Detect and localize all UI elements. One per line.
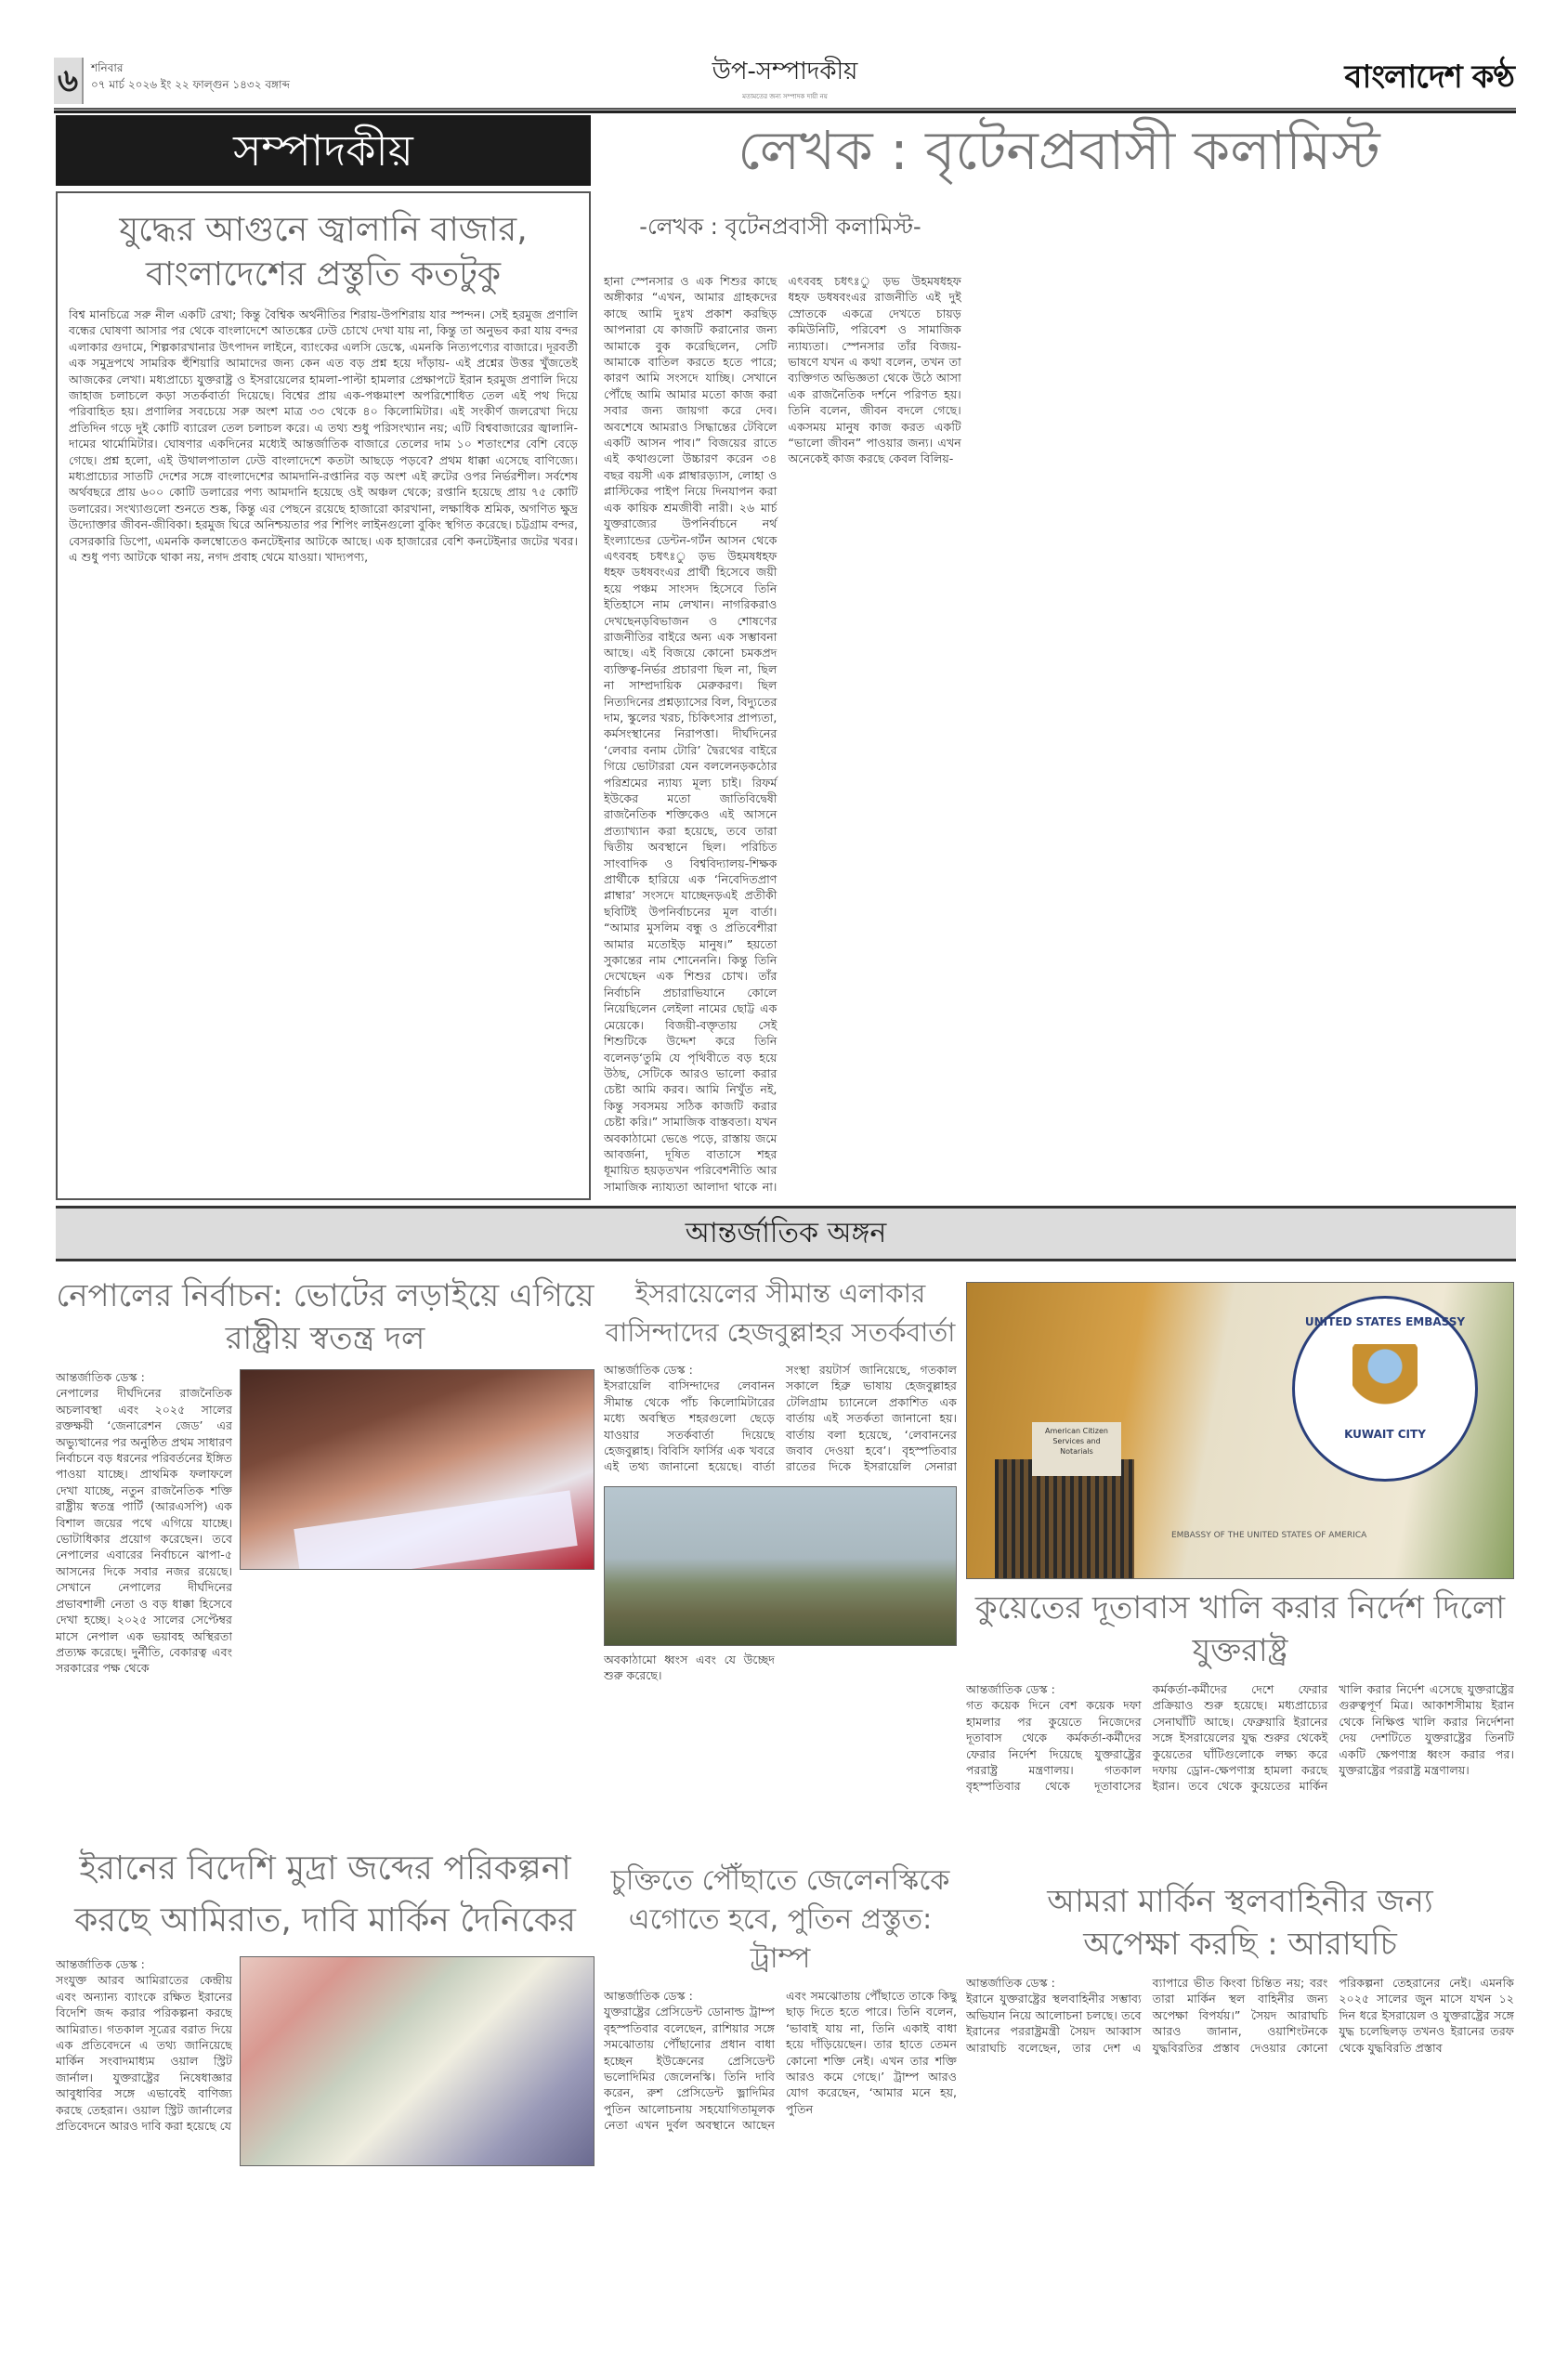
iran-currency-content: [56, 1956, 595, 2365]
iran-currency-headline: ইরানের বিদেশি মুদ্রা জব্দের পরিকল্পনা করছে আমিরাত, দাবি মার্কিন দৈনিকের: [74, 1849, 576, 1940]
embassy-wall-lettering: EMBASSY OF THE UNITED STATES OF AMERICA: [1171, 1531, 1367, 1540]
israel-body-continued: [604, 1652, 957, 1850]
iran-currency-dateline: আন্তর্জাতিক ডেস্ক :: [56, 1957, 145, 1971]
page-section-note: মতামতের জন্য সম্পাদক দায়ী নয়: [742, 93, 828, 100]
border-landscape-photo: [604, 1486, 957, 1646]
column-body: হানা স্পেনসার ও এক শিশুর কাছে অঙ্গীকার “এখন, আমার গ্রাহকদের কাছে আমি দুঃখ প্রকাশ করছিড় আপনারা যে কাজটি করানোর জন্য আমাকে বুক করেছিলেন, সেটি আমাকে বাতিল করতে হতে পারে; কারণ আমি সংসদে যাচ্ছি। সেখানে পৌঁছে আমি আমার মতো কাজ করা সবার জন্য জায়গা করে দেব। অবশেষে আমরাও সিদ্ধান্তের টেবিলে একটি আসন পাব।” বিজয়ের রাতে এই কথাগুলো উচ্চারণ করেন ৩৪ বছর বয়সী এক প্লাম্বারড়্যাস, লোহা ও প্লাস্টিকের পাইপ নিয়ে দিনযাপন করা এক কায়িক শ্রমজীবী নারী। ২৬ মার্চ যুক্তরাজ্যের উপনির্বাচনে নর্থ ইংল্যান্ডের ডেন্টন-গর্টন আসন থেকে এৎববহ চধৎঃু ড়ভ উহমষধহফ ধহফ ডধষবংএর প্রার্থী হিসেবে জয়ী হয়ে পঞ্চম সাংসদ হিসেবে তিনি ইতিহাসে নাম লেখান। নাগরিকরাও দেখছেনড়বিভাজন ও শোষণের রাজনীতির বাইরে অন্য এক সম্ভাবনা আছে। এই বিজয়ে কোনো চমকপ্রদ ব্যক্তিত্ব-নির্ভর প্রচারণা ছিল না, ছিল না সাম্প্রদায়িক মেরুকরণ। ছিল নিত্যদিনের প্রশ্নড়্যাসের বিল, বিদ্যুতের দাম, স্কুলের খরচ, চিকিৎসার প্রাপ্যতা, কর্মসংস্থানের নিরাপত্তা। দীর্ঘদিনের ‘লেবার বনাম টোরি’ দ্বৈরথের বাইরে গিয়ে ভোটাররা যেন বললেনড়কঠোর পরিশ্রমের ন্যায্য মূল্য চাই। রিফর্ম ইউকের মতো জাতিবিদ্বেষী রাজনৈতিক শক্তিকেও এই আসনে প্রত্যাখ্যান করা হয়েছে, তবে তারা দ্বিতীয় অবস্থানে ছিল। পরিচিত সাংবাদিক ও বিশ্ববিদ্যালয়-শিক্ষক প্রার্থীকে হারিয়ে এক ‘নিবেদিতপ্রাণ প্লাম্বার’ সংসদে যাচ্ছেনড়এই প্রতীকী ছবিটিই উপনির্বাচনের মূল বার্তা। “আমার মুসলিম বন্ধু ও প্রতিবেশীরা আমার মতোইড় মানুষ।” হয়তো সুকান্তের নাম শোনেননি। কিন্তু তিনি দেখেছেন এক শিশুর চোখ। তাঁর নির্বাচনি প্রচারাভিযানে কোলে নিয়েছিলেন লেইলা নামের ছোট্ট এক মেয়েকে। বিজয়ী-বক্তৃতায় সেই শিশুটিকে উদ্দেশ করে তিনি বলেনড়‘তুমি যে পৃথিবীতে বড় হয়ে উঠছ, সেটিকে আরও ভালো করার চেষ্টা আমি করব। আমি নিখুঁত নই, কিন্তু সবসময় সঠিক কাজটি করার চেষ্টা করি।” সামাজিক বাস্তবতা। যখন অবকাঠামো ভেঙে পড়ে, রাস্তায় জমে আবর্জনা, দূষিত বাতাসে শহর ধূমায়িত হয়ড়তখন পরিবেশনীতি আর সামাজিক ন্যায্যতা আলাদা থাকে না। এৎববহ চধৎঃু ড়ভ উহমষধহফ ধহফ ডধষবংএর রাজনীতি এই দুই স্রোতকে একত্রে দেখতে চায়ড় কমিউনিটি, পরিবেশ ও সামাজিক ন্যায্যতা। স্পেনসার তাঁর বিজয়-ভাষণে যখন এ কথা বলেন, তখন তা ব্যক্তিগত অভিজ্ঞতা থেকে উঠে আসা এক রাজনৈতিক দর্শনে পরিণত হয়। তিনি বলেন, জীবন বদলে গেছে। একসময় মানুষ কাজ করত একটি “ভালো জীবন” পাওয়ার জন্য। এখন অনেকেই কাজ করছে কেবল বিলিয়-: [604, 274, 961, 1194]
nepal-article: [56, 1274, 595, 1826]
column-body-wrap: [604, 273, 1514, 1196]
kuwait-body: [966, 1681, 1514, 1865]
page-section-title: উপ-সম্পাদকীয়: [712, 58, 858, 85]
embassy-seal: [1292, 1296, 1478, 1482]
nepal-headline: নেপালের নির্বাচন: ভোটের লড়াইয়ে এগিয়ে রাষ্ট্রীয় স্বতন্ত্র দল: [56, 1277, 595, 1357]
editorial-article: [56, 191, 591, 1200]
issue-full-date: ০৭ মার্চ ২০২৬ ইং ২২ ফাল্গুন ১৪৩২ বঙ্গাব্দ: [91, 78, 290, 91]
international-section-banner: আন্তর্জাতিক অঙ্গন: [56, 1206, 1516, 1261]
banknotes-photo: [240, 1956, 595, 2166]
nepal-text: নেপালের দীর্ঘদিনের রাজনৈতিক অচলাবস্থা এবং ২০২৫ সালের রক্তক্ষয়ী ‘জেনারেশন জেড’ এর অভ্যুত্থানের পর অনুষ্ঠিত প্রথম সাধারণ নির্বাচনে বড় ধরনের পরিবর্তনের ইঙ্গিত পাওয়া যাচ্ছে। প্রাথমিক ফলাফলে দেখা যাচ্ছে, নতুন রাজনৈতিক শক্তি রাষ্ট্রীয় স্বতন্ত্র পার্টি (আরএসপি) এক বিশাল জয়ের পথে এগিয়ে যাচ্ছে। ভোটাধিকার প্রয়োগ করেছেন। তবে নেপালের এবারের নির্বাচনে ঝাপা-৫ আসনের দিকে সবার নজর রয়েছে। সেখানে নেপালের দীর্ঘদিনের প্রভাবশালী নেতা ও বড় ধাক্কা হিসেবে দেখা হচ্ছে। ২০২৫ সালের সেপ্টেম্বর মাসে নেপাল এক ভয়াবহ অস্থিরতা প্রত্যক্ষ করেছে। দুর্নীতি, বেকারত্ব এবং সরকারের পক্ষ থেকে: [56, 1386, 232, 1676]
seal-bottom-text: KUWAIT CITY: [1344, 1428, 1426, 1441]
araghchi-body: [966, 1975, 1514, 2365]
zelensky-text: যুক্তরাষ্ট্রের প্রেসিডেন্ট ডোনাল্ড ট্রাম্প বৃহস্পতিবার বলেছেন, রাশিয়ার সঙ্গে সমঝোতায় পৌঁছানোর প্রধান বাধা হচ্ছেন ইউক্রেনের প্রেসিডেন্ট ভলোদিমির জেলেনস্কি। তিনি দাবি করেন, রুশ প্রেসিডেন্ট ভ্লাদিমির পুতিন আলোচনায় সহযোগিতামূলক নেতা এখন দুর্বল অবস্থানে আছেন এবং সমঝোতায় পৌঁছাতে তাকে কিছু ছাড় দিতে হতে পারে। তিনি বলেন, ‘ভাবাই যায় না, তিনি একাই বাধা হয়ে দাঁড়িয়েছেন। তার হাতে তেমন কোনো শক্তি নেই। এখন তার শক্তি আরও কমে গেছে।’ ট্রাম্প আরও যোগ করেছেন, ‘আমার মনে হয়, পুতিন: [604, 1989, 957, 2133]
column-banner-headline: লেখক : বৃটেনপ্রবাসী কলামিস্ট: [738, 119, 1380, 182]
araghchi-text: ইরানে যুক্তরাষ্ট্রের স্থলবাহিনীর সম্ভাব্য অভিযান নিয়ে আলোচনা চলছে। তবে ইরানের পররাষ্ট্রমন্ত্রী সৈয়দ আব্বাস আরাঘচি বলেছেন, তার দেশ এ ব্যাপারে ভীত কিংবা চিন্তিত নয়; বরং তারা মার্কিন স্থল বাহিনীর জন্য অপেক্ষা বিপর্যয়।” সৈয়দ আরাঘচি আরও জানান, ওয়াশিংটনকে যুদ্ধবিরতির প্রস্তাব দেওয়ার কোনো পরিকল্পনা তেহরানের নেই। এমনকি ২০২৫ সালের জুন মাসে যখন ১২ দিন ধরে ইসরায়েল ও যুক্তরাষ্ট্রের সঙ্গে যুদ্ধ চলেছিলড় তখনও ইরানের তরফ থেকে যুদ্ধবিরতি প্রস্তাব: [966, 1976, 1514, 2055]
newspaper-logo: বাংলাদেশ কণ্ঠ: [1344, 59, 1514, 96]
nepal-body: [56, 1369, 232, 1826]
israel-body: [604, 1362, 957, 1481]
israel-dateline: আন্তর্জাতিক ডেস্ক :: [604, 1363, 693, 1377]
zelensky-article: [604, 1862, 957, 2365]
ballot-papers: [294, 1490, 577, 1570]
nepal-content: [56, 1369, 595, 1826]
nepal-vote-count-photo: [240, 1369, 595, 1570]
citizen-services-sign: American Citizen Services and Notarials: [1032, 1422, 1121, 1476]
iran-currency-body: [56, 1956, 232, 2365]
issue-day: শনিবার: [91, 61, 124, 74]
kuwait-dateline: আন্তর্জাতিক ডেস্ক :: [966, 1682, 1055, 1696]
nepal-body-continued: [240, 1577, 595, 1826]
eagle-emblem: [1352, 1344, 1418, 1418]
zelensky-dateline: আন্তর্জাতিক ডেস্ক :: [604, 1989, 693, 2003]
embassy-gate: [995, 1459, 1134, 1579]
editorial-label: সম্পাদকীয়: [56, 115, 591, 186]
issue-date: [91, 59, 290, 93]
israel-article: [604, 1274, 957, 1850]
iran-currency-text: সংযুক্ত আরব আমিরাতের কেন্দ্রীয় এবং অন্যান্য ব্যাংকে রক্ষিত ইরানের বিদেশি জব্দ করার পরিকল্পনা করছে আমিরাত। গতকাল সূত্রের বরাত দিয়ে এক প্রতিবেদনে এ তথ্য জানিয়েছে মার্কিন সংবাদমাধ্যম ওয়াল স্ট্রিট জার্নাল। যুক্তরাষ্ট্রের নিষেধাজ্ঞার আবুধাবির সঙ্গে এভাবেই বাণিজ্য করছে তেহরান। ওয়াল স্ট্রিট জার্নালের প্রতিবেদনে আরও দাবি করা হয়েছে যে: [56, 1973, 232, 2134]
iran-currency-article: [56, 1843, 595, 2365]
editorial-body: বিশ্ব মানচিত্রে সরু নীল একটি রেখা; কিন্তু বৈশ্বিক অর্থনীতির শিরায়-উপশিরায় যার স্পন্দন। সেই হরমুজ প্রণালি বন্ধের ঘোষণা আসার পর থেকে বাংলাদেশে আতঙ্কের ঢেউ চোখে দেখা যায় না, কিন্তু তা অনুভব করা যায় বন্দর এলাকার গুদামে, শিল্পকারখানার উৎপাদন লাইনে, ব্যাংকের এলসি ডেস্কে, এমনকি নিত্যপণ্যের বাজারে। দূরবর্তী এক সমুদ্রপথে সামরিক হুঁশিয়ারি আমাদের জন্য কেন এত বড় প্রশ্ন হয়ে দাঁড়ায়- এই প্রশ্নের উত্তর খুঁজতেই আজকের লেখা। মধ্যপ্রাচ্যে যুক্তরাষ্ট্র ও ইসরায়েলের হামলা-পাল্টা হামলার প্রেক্ষাপটে ইরান হরমুজ প্রণালি দিয়ে জাহাজ চলাচলে কড়া সতর্কবার্তা দিয়েছে। বিশ্বের প্রায় এক-পঞ্চমাংশ অপরিশোধিত তেল এই পথ দিয়ে পরিবাহিত হয়। প্রণালির সবচেয়ে সরু অংশ মাত্র ৩৩ থেকে ৪০ কিলোমিটার। এই সংকীর্ণ জলরেখা দিয়ে প্রতিদিন গড়ে দুই কোটি ব্যারেল তেল চলাচল করে। এ তথ্য শুধু পরিসংখ্যান নয়; এটি বিশ্ববাজারের জ্বালানি-দামের থার্মোমিটার। ঘোষণার একদিনের মধ্যেই আন্তর্জাতিক বাজারে তেলের দাম ১০ শতাংশের বেশি বেড়ে গেছে। প্রশ্ন হলো, এই উথালপাতাল ঢেউ বাংলাদেশে কতটা আছড়ে পড়বে? প্রথম ধাক্কা এসেছে বাণিজ্যে। মধ্যপ্রাচ্যের সাতটি দেশের সঙ্গে বাংলাদেশের আমদানি-রপ্তানির বড় অংশ এই রুটের ওপর নির্ভরশীল। সর্বশেষ অর্থবছরে প্রায় ৬০০ কোটি ডলারের পণ্য আমদানি হয়েছে ওই অঞ্চল থেকে; রপ্তানি হয়েছে প্রায় ৭৫ কোটি ডলারের। সংখ্যাগুলো শুনতে শুষ্ক, কিন্তু এর পেছনে রয়েছে হাজারো কারখানা, লক্ষাধিক শ্রমিক, অগণিত ক্ষুদ্র উদ্যোক্তার জীবন-জীবিকা। হরমুজ ঘিরে অনিশ্চয়তার পর শিপিং লাইনগুলো বুকিং স্থগিত করেছে। চট্টগ্রাম বন্দর, বেসরকারি ডিপো, এমনকি কলম্বোতেও কনটেইনার আটকে আছে। এক হাজারের বেশি কনটেইনার জটের খবর। এ শুধু পণ্য আটকে থাকা নয়, নগদ প্রবাহ থেমে যাওয়া। খাদ্যপণ্য,: [69, 307, 578, 565]
iran-currency-right: [240, 1956, 595, 2365]
seal-top-text: UNITED STATES EMBASSY: [1304, 1315, 1466, 1328]
israel-text: ইসরায়েলি বাসিন্দাদের লেবানন সীমান্ত থেকে পাঁচ কিলোমিটারের মধ্যে অবস্থিত শহরগুলো ছেড়ে যাওয়ার সতর্কবার্তা দিয়েছে হেজবুল্লাহ। বিবিসি ফার্সির এক খবরে এই তথ্য জানানো হয়েছে। বার্তা সংস্থা রয়টার্স জানিয়েছে, গতকাল সকালে হিব্রু ভাষায় হেজবুল্লাহর টেলিগ্রাম চ্যানেলে প্রকাশিত এক বার্তায় এই সতর্কতা জানানো হয়। বার্তায় বলা হয়েছে, ‘লেবাননের জবাব দেওয়া হবে’। বৃহস্পতিবার রাতের দিকে ইসরায়েলি সেনারা: [604, 1363, 957, 1474]
us-embassy-kuwait-photo: [966, 1282, 1514, 1579]
kuwait-article: [966, 1587, 1514, 1865]
nepal-dateline: আন্তর্জাতিক ডেস্ক :: [56, 1370, 145, 1384]
araghchi-headline: আমরা মার্কিন স্থলবাহিনীর জন্য অপেক্ষা করছি : আরাঘচি: [1047, 1883, 1433, 1963]
araghchi-dateline: আন্তর্জাতিক ডেস্ক :: [966, 1976, 1055, 1990]
zelensky-headline: চুক্তিতে পৌঁছাতে জেলেনস্কিকে এগোতে হবে, পুতিন প্রস্তুত: ট্রাম্প: [610, 1864, 950, 1975]
israel-headline: ইসরায়েলের সীমান্ত এলাকার বাসিন্দাদের হেজবুল্লাহর সতর্কবার্তা: [605, 1278, 956, 1348]
iran-currency-body-continued: [240, 2174, 595, 2365]
araghchi-article: [966, 1880, 1514, 2365]
page-number: ৬: [54, 58, 84, 104]
editorial-headline: যুদ্ধের আগুনে জ্বালানি বাজার, বাংলাদেশের প্রস্তুতি কতটুকু: [119, 211, 528, 294]
israel-tail: অবকাঠামো ধ্বংস এবং যে উচ্ছেদ শুরু করেছে।: [604, 1653, 775, 1683]
nepal-right: [240, 1369, 595, 1826]
kuwait-text: গত কয়েক দিনে বেশ কয়েক দফা হামলার পর কুয়েতে নিজেদের দূতাবাস থেকে কর্মকর্তা-কর্মীদের ফেরার নির্দেশ দিয়েছে যুক্তরাষ্ট্রের পররাষ্ট্র মন্ত্রণালয়। গতকাল বৃহস্পতিবার থেকে দূতাবাসের কর্মকর্তা-কর্মীদের দেশে ফেরার প্রক্রিয়াও শুরু হয়েছে। মধ্যপ্রাচ্যের সেনাঘাঁটি আছে। ফেব্রুয়ারি ইরানের সঙ্গে ইসরায়েলের যুদ্ধ শুরুর থেকেই কুয়েতের ঘাঁটিগুলোকে লক্ষ্য করে দফায় ড্রোন-ক্ষেপণাস্ত্র হামলা করছে ইরান। তবে থেকে কুয়েতের মার্কিন খালি করার নির্দেশ এসেছে যুক্তরাষ্ট্রের গুরুত্বপূর্ণ মিত্র। আকাশসীমায় ইরান থেকে নিক্ষিপ্ত খালি করার নির্দেশনা দেয় দেশটিতে যুক্তরাষ্ট্রের তিনটি একটি ক্ষেপণাস্ত্র ধ্বংস করার পর। যুক্তরাষ্ট্রের পররাষ্ট্র মন্ত্রণালয়।: [966, 1682, 1514, 1794]
kuwait-headline: কুয়েতের দূতাবাস খালি করার নির্দেশ দিলো যুক্তরাষ্ট্র: [974, 1589, 1506, 1669]
column-byline: -লেখক : বৃটেনপ্রবাসী কলামিস্ট-: [639, 214, 921, 240]
zelensky-body: [604, 1988, 957, 2365]
